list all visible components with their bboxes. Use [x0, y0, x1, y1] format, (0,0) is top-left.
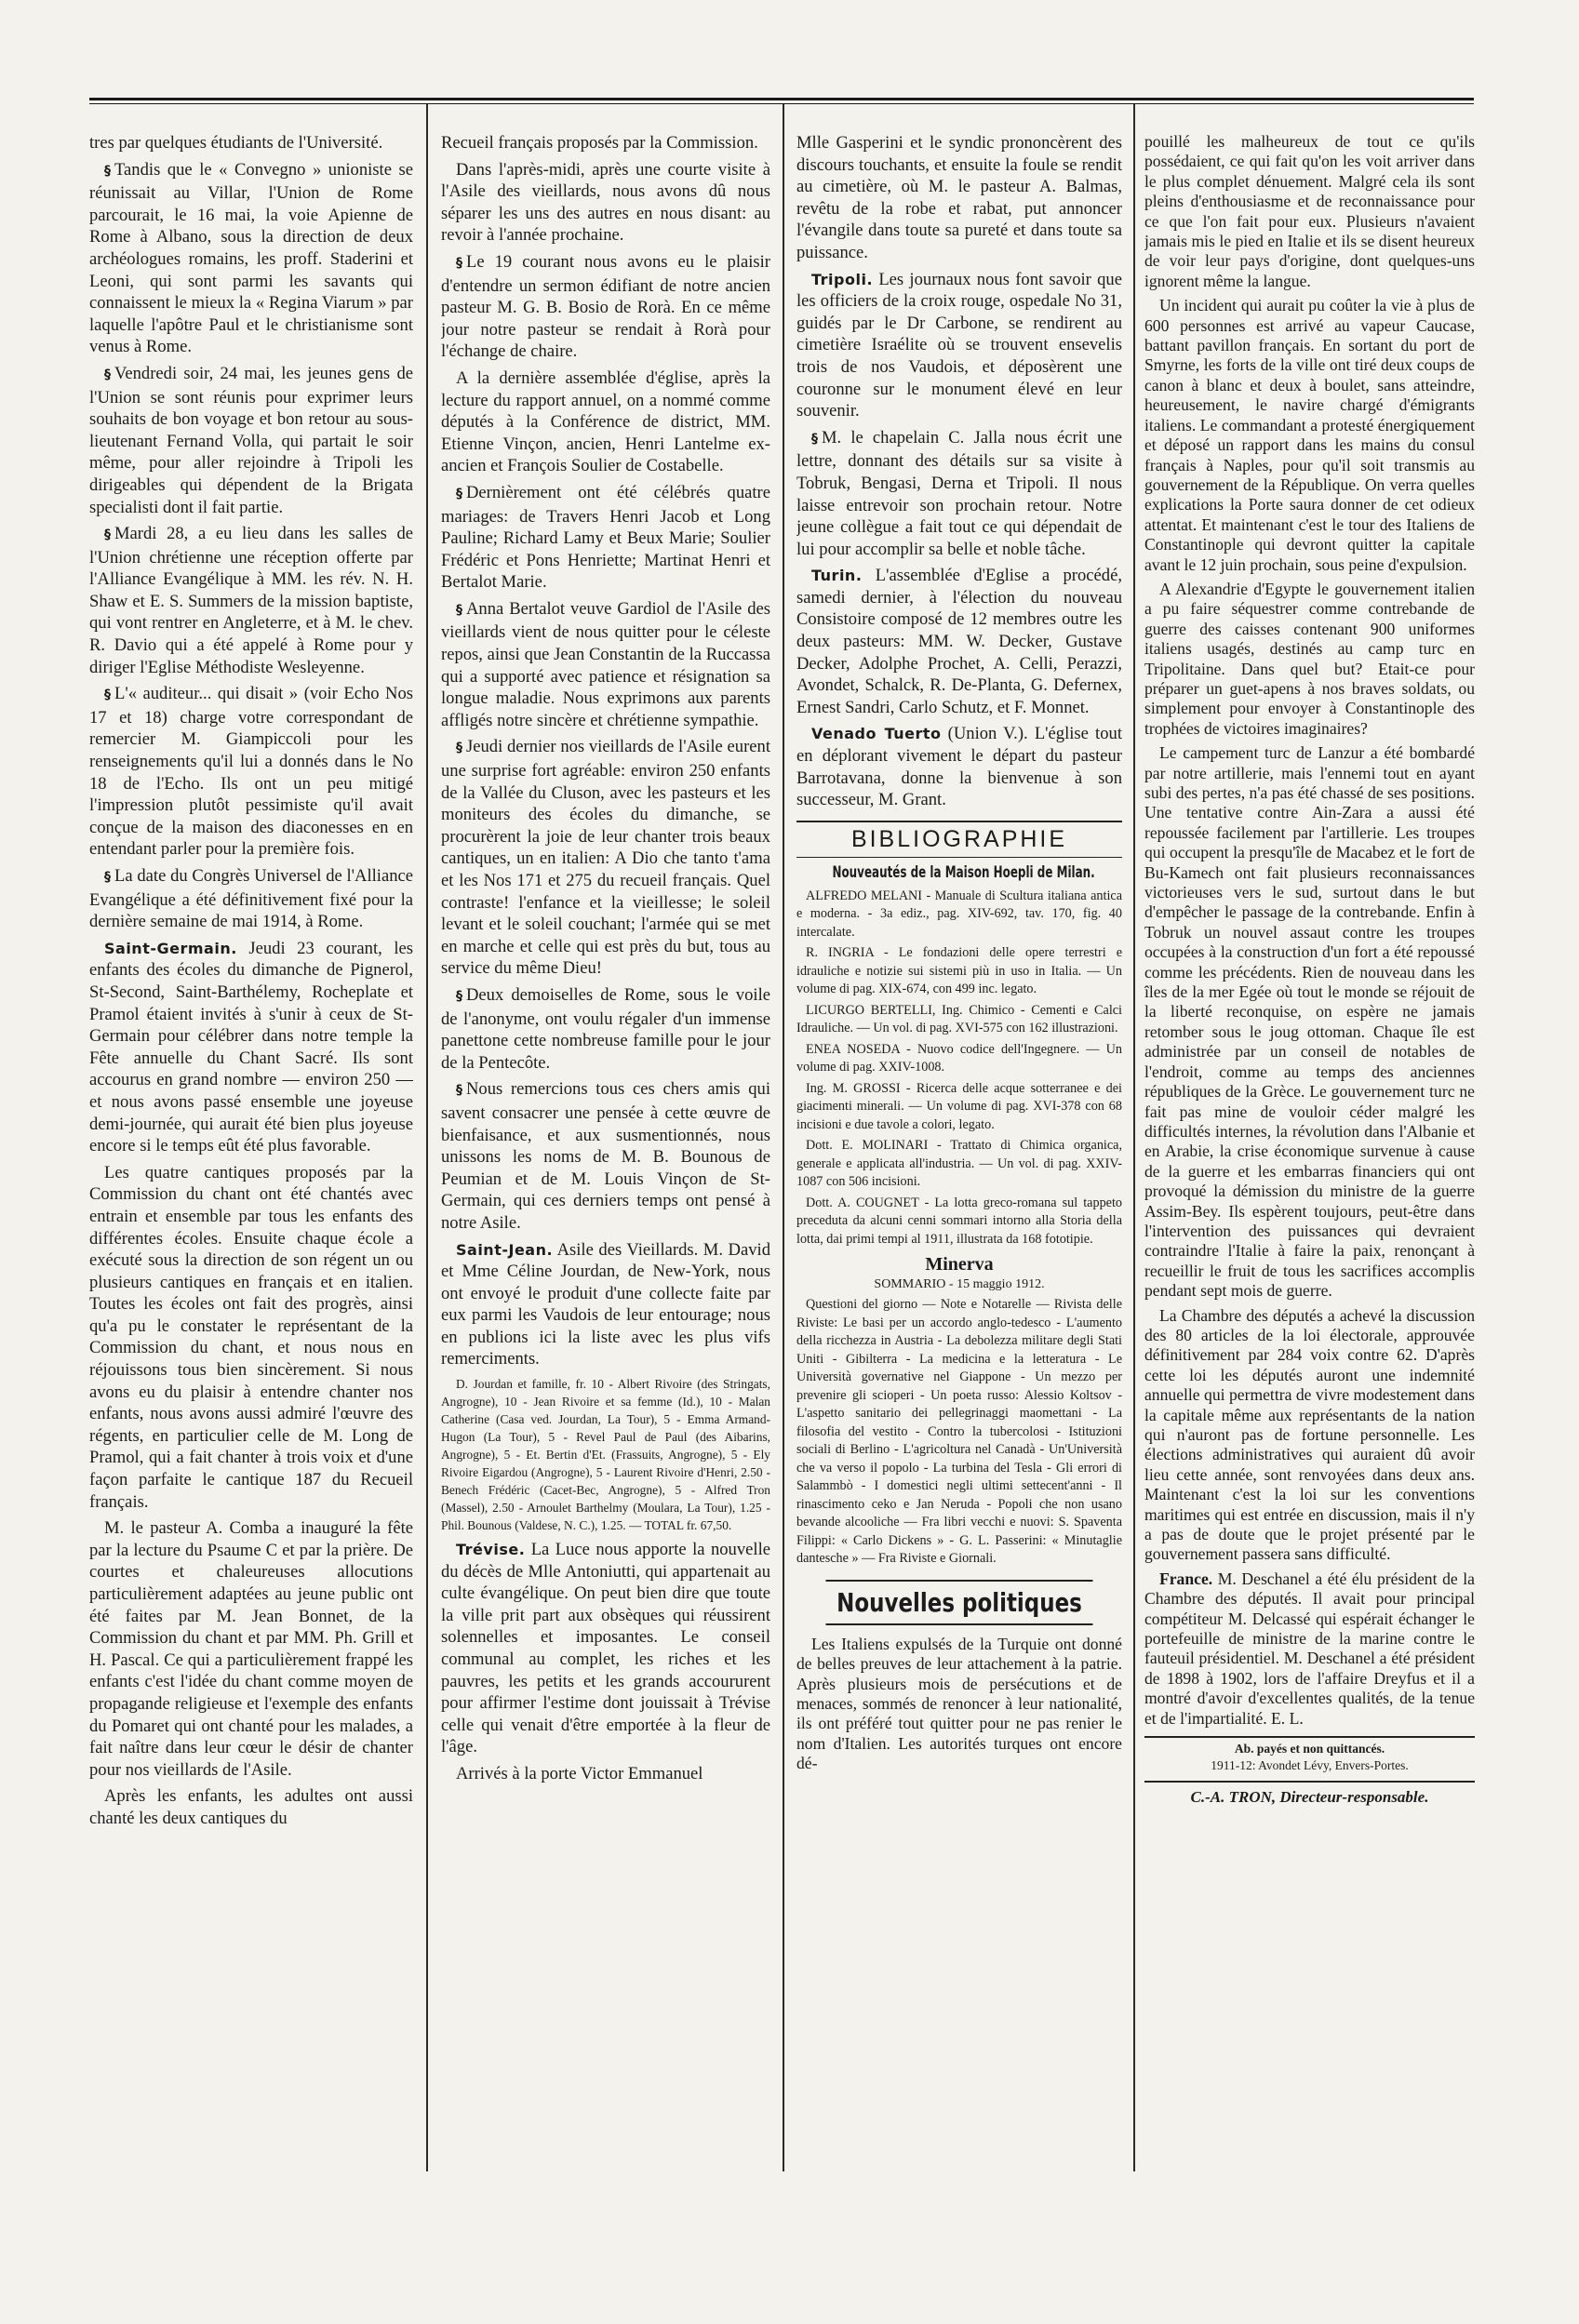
paragraph: Saint-Germain. Jeudi 23 courant, les enfants des écoles du dimanche de Pignerol, St-Second, Saint-Barthélemy, Rocheplate et Pramol étaient invités à s'unir à ceux de St-Germain pour célébrer dans notre temple la Fête annuelle du Chant Sacré. Ils sont accourus en grand nombre — environ 250 — et nous avons passé ensemble une joyeuse demi-journée, qui aurait été bien plus joyeuse encore si le temps eût été plus favorable. — [89, 938, 413, 1156]
paragraph: France. M. Deschanel a été élu président de la Chambre des députés. Il avait pour principal compétiteur M. Delcassé qui espérait échanger le portefeuille de ministre de la marine contre le fauteuil présidentiel. M. Deschanel a été président de 1898 à 1902, lors de l'affaire Dreyfus et il a montré d'avoir d'excellentes qualités, de la tenue et de l'impartialité. E. L. — [1144, 1569, 1475, 1728]
footer-rule — [1144, 1781, 1475, 1783]
column-separator — [426, 104, 428, 2171]
paragraph: § Anna Bertalot veuve Gardiol de l'Asile des vieillards vient de nous quitter pour le céleste repos, ainsi que Jean Constantin de la Ruccassa qui a supporté avec patience et résignation sa longue maladie. Nous exprimons aux parents affligés notre sincère et chrétienne sympathie. — [441, 598, 770, 730]
paragraph: Venado Tuerto (Union V.). L'église tout en déplorant vivement le départ du pasteur Barrotavana, donne la bienvenue à son successeur, M. Grant. — [796, 724, 1122, 810]
donor-list: D. Jourdan et famille, fr. 10 - Albert Rivoire (des Stringats, Angrogne), 10 - Jean Rivoire et sa femme (Id.), 10 - Malan Catherine (Casa ved. Jourdan, La Tour), 5 - Emma Armand-Hugon (La Tour), 5 - Revel Paul de Paul (des Aibarins, Angrogne), 5 - Et. Bertin d'Et. (Frassuits, Angrogne), 5 - Ely Rivoire Eigardou (Angrogne), 5 - Laurent Rivoire d'Henri, 2.50 - Benech Frédéric (Cacet-Bec, Angrogne), 5 - Alfred Tron (Massel), 2.50 - Arnoulet Barthelmy (Moulara, La Tour), 1.25 - Phil. Bounous (Valdese, N. C.), 1.25. — TOTAL fr. 67,50. — [441, 1377, 770, 1533]
footer-rule — [1144, 1736, 1475, 1738]
list-item: Dott. A. COUGNET - La lotta greco-romana sul tappeto preceduta da alcuni cenni sommari intorno alla Storia della lotta, dai primi tempi al 1911, illustrata da 168 fototipie. — [796, 1195, 1122, 1247]
paragraph: A Alexandrie d'Egypte le gouvernement italien a pu faire séquestrer comme contrebande de guerre des caisses contenant 900 uniformes italiens usagés, destinés au camp turc en Tripolitaine. Dans quel but? Etait-ce pour préparer un guet-apens à nos braves soldats, ou simplement pour envoyer à Constantinople des trophées de victoires imaginaires? — [1144, 579, 1475, 738]
paragraph: § Tandis que le « Convegno » unioniste se réunissait au Villar, l'Union de Rome parcourait, le 16 mai, la voie Apienne de Rome à Albano, sous la direction de deux archéologues romains, les proff. Staderini et Leoni, qui sont parmi les savants qui connaissent le mieux la « Regina Viarum » par laquelle l'apôtre Paul et le christianisme sont venus à Rome. — [89, 159, 413, 357]
paragraph: Trévise. La Luce nous apporte la nouvelle du décès de Mlle Antoniutti, qui appartenait au culte évangélique. On peut bien dire que toute la ville prit part aux obsèques qui réussirent solennelles et imposantes. Le conseil communal au complet, les riches et les pauvres, les petits et les grands accoururent pour affirmer l'estime dont jouissait à Trévise celle qui venait d'être emportée à la fleur de l'âge. — [441, 1540, 770, 1757]
paragraph: Un incident qui aurait pu coûter la vie à plus de 600 personnes est arrivé au vapeur Caucase, battant pavillon français. En sortant du port de Smyrne, les forts de la ville ont tiré deux coups de canon à blanc et deux à boulet, sans atteindre, heureusement, le navire chargé d'émigrants italiens. Le commandant a protesté énergiquement et déposé un rapport dans les mains du consul français à Naples, pour qu'il soit transmis au gouvernement de la République. On verra quelles explications la Porte saura donner de cet odieux attentat. Et maintenant c'est le tour des Italiens de Constantinople qui devront quitter la capitale avant le 12 juin prochain, sous peine d'expulsion. — [1144, 296, 1475, 574]
paragraph: A la dernière assemblée d'église, après la lecture du rapport annuel, on a nommé comme députés à la Conférence de district, MM. Etienne Vinçon, ancien, Henri Lantelme ex-ancien et François Soulier de Costabelle. — [441, 367, 770, 476]
minerva-contents — [796, 1296, 1122, 1569]
minerva-sommario: SOMMARIO - 15 maggio 1912. — [874, 1277, 1045, 1292]
paragraph: § Deux demoiselles de Rome, sous le voile de l'anonyme, ont voulu régaler d'un immense panettone cette nombreuse famille pour le jour de la Pentecôte. — [441, 984, 770, 1073]
paragraph: § M. le chapelain C. Jalla nous écrit une lettre, donnant des détails sur sa visite à Tobruk, Bengasi, Derna et Tripoli. Il nous laisse entrevoir son prochain retour. Notre jeune collègue a fait tout ce qui dépendait de lui pour accomplir sa belle et noble tâche. — [796, 427, 1122, 559]
paragraph: Dans l'après-midi, après une courte visite à l'Asile des vieillards, nous avons dû nous séparer les uns des autres en nous disant: au revoir à l'année prochaine. — [441, 159, 770, 246]
top-rule — [89, 98, 1474, 100]
paragraph-mark-icon: § — [104, 367, 111, 382]
paragraph-mark-icon: § — [456, 602, 462, 618]
list-item: R. INGRIA - Le fondazioni delle opere terrestri e idrauliche e notizie sui sistemi più in uso in Italia. — Un volume di pag. XIX-674, con 499 inc. legato. — [796, 945, 1122, 997]
paragraph-mark-icon: § — [811, 431, 818, 447]
paragraph: Mlle Gasperini et le syndic prononcèrent des discours touchants, et ensuite la foule se rendit au cimetière, où M. le pasteur A. Balmas, revêtu de la robe et rabat, put annoncer l'évangile dans toute sa pureté et dans toute sa puissance. — [796, 133, 1122, 262]
section-heading: Saint-Germain. — [104, 939, 237, 957]
list-item: ALFREDO MELANI - Manuale di Scultura italiana antica e moderna. - 3a ediz., pag. XIV-692, tav. 170, fig. 40 intercalate. — [796, 888, 1122, 940]
section-heading: Venado Tuerto — [811, 725, 942, 743]
column-3 — [796, 132, 1122, 2170]
paragraph: § Le 19 courant nous avons eu le plaisir d'entendre un sermon édifiant de notre ancien pasteur M. G. B. Bosio de Rorà. En ce même jour notre pasteur se rendait à Rorà pour l'échange de chaire. — [441, 251, 770, 362]
paragraph-mark-icon: § — [104, 163, 111, 179]
bibliographie-list — [796, 888, 1122, 1249]
paragraph-mark-icon: § — [456, 255, 462, 271]
list-item: Dott. E. MOLINARI - Trattato di Chimica organica, generale e applicata all'industria. — Un vol. di pag. XXIV-1087 con 506 incisioni. — [796, 1138, 1122, 1190]
column-separator — [783, 104, 784, 2171]
paragraph: Recueil français proposés par la Commission. — [441, 133, 758, 153]
paragraph: M. le pasteur A. Comba a inauguré la fête par la lecture du Psaume C et par la prière. De courtes et chaleureuses allocutions particulièrement adaptées au jeune public ont été faites par M. Jean Bonnet, de la Commission du chant et par MM. Ph. Grill et H. Pascal. Ce qui a particulièrement frappé les enfants c'est l'idée du chant comme moyen de propagande religieuse et l'exemple des enfants du Pomaret qui ont chanté pour les malades, a fait naître dans leur cœur le désir de chanter pour nos vieillards de l'Asile. — [89, 1518, 413, 1780]
paragraph: La Chambre des députés a achevé la discussion des 80 articles de la loi électorale, approuvée définitivement par 284 voix contre 62. D'après cette loi les députés auront une indemnité annuelle qui permettra de vivre modestement dans la capitale même aux représentants de la nation qui n'auront pas de fortune personnelle. Les élections administratives qui auraient dû avoir lieu cette année, sont renvoyées dans deux ans. Maintenant c'est la loi sur les conventions maritimes qui est entrée en discussion, mais il n'y a pas de doute que le projet présenté par le gouvernement passera sans difficulté. — [1144, 1305, 1475, 1564]
paragraph: Turin. L'assemblée d'Eglise a procédé, samedi dernier, à l'élection du nouveau Consistoire composé de 12 membres outre les deux pasteurs: MM. W. Decker, Gustave Decker, Adolphe Prochet, A. Celli, Perazzi, Avondet, Schalck, R. De-Planta, G. Defernex, Ernest Sandri, Carlo Schutz, et F. Monnet. — [796, 566, 1122, 717]
paragraph: Saint-Jean. Asile des Vieillards. M. David et Mme Céline Jourdan, de New-York, nous ont envoyé le produit d'une collecte faite par eux parmi les Vaudois de leur entourage; nous en publions ici la liste avec les plus vifs remerciments. — [441, 1239, 770, 1369]
top-rule-thin — [89, 103, 1474, 104]
section-heading: Tripoli. — [811, 270, 874, 288]
paragraph: § L'« auditeur... qui disait » (voir Echo Nos 17 et 18) charge votre correspondant de remercier M. Giampiccoli pour les renseignements qu'il lui a donnés dans le No 18 de l'Echo. Ils ont un peu mitigé l'impression plutôt pessimiste qu'il avait conçue de la maison des diaconesses en en entendant parler pour la première fois. — [89, 684, 413, 860]
paragraph: Après les enfants, les adultes ont aussi chanté les deux cantiques du — [89, 1786, 413, 1828]
paragraph: Tripoli. Les journaux nous font savoir que les officiers de la croix rouge, ospedale No 31, guidés par le Dr Carbone, se rendirent au cimetière Israélite où se trouvent ensevelis trois de nos Vaudois, et déposèrent une couronne sur le monument élevé en leur souvenir. — [796, 269, 1122, 421]
column-2 — [441, 132, 770, 2170]
section-heading: Saint-Jean. — [456, 1240, 554, 1259]
paragraph: § Dernièrement ont été célébrés quatre mariages: de Travers Henri Jacob et Long Pauline; Richard Lamy et Beux Marie; Soulier Frédéric et Pons Henriette; Martinat Henri et Bertalot Marie. — [441, 482, 770, 593]
paragraph: Les quatre cantiques proposés par la Commission du chant ont été chantés avec entrain et ensemble par tous les enfants des différentes écoles. Ensuite chaque école a exécuté sous la direction de son régent un ou plusieurs cantiques en français et en italien. Toutes les écoles ont fait des progrès, ainsi qu'a pu le constater le représentant de la Commission du chant, et nous nous en réjouissons tous bien sincèrement. Si nous avons eu du plaisir à entendre chanter nos enfants, nous avons aussi admiré l'œuvre des régents, en particulier celle de M. Long de Pramol, qui a fait chanter à trois voix et d'une façon parfaite le cantique 187 du Recueil français. — [89, 1162, 413, 1512]
paragraph-mark-icon: § — [104, 528, 111, 543]
column-4 — [1144, 132, 1475, 2170]
paragraph: pouillé les malheureux de tout ce qu'ils possédaient, ce qui fait qu'on les voit arriver dans le plus complet dénuement. Malgré cela ils sont pleins d'enthousiasme et de reconnaissance pour ce que l'on fait pour eux. Plusieurs n'avaient jamais mis le pied en Italie et ils se disent heureux de voir leur pays d'origine, dont quelques-uns ignorent même la langue. — [1144, 132, 1475, 290]
paragraph: § Mardi 28, a eu lieu dans les salles de l'Union chrétienne une réception offerte par l'Alliance Evangélique à MM. les rév. N. H. Shaw et E. S. Summers de la mission baptiste, qui vont rentrer en Angleterre, et à M. le chev. R. Davio qui a été appelé à Rome pour y diriger l'Eglise Méthodiste Wesleyenne. — [89, 524, 413, 677]
paragraph-mark-icon: § — [104, 870, 111, 885]
nouvelles-politiques-heading: Nouvelles politiques — [826, 1580, 1093, 1625]
paragraph: Questioni del giorno — Note e Notarelle — Rivista delle Riviste: Le basi per un accordo anglo-tedesco - L'aumento della ricchezza in Austria - La debolezza militare degli Stati Uniti - Gibilterra - La medicina e la letteratura - Le Università governative nel Giappone - Un mezzo per prevenire gli scioperi - Un poeta russo: Alessio Koltsov - L'aspetto sanitario dei pellegrinaggi maomettani - La filosofia del vestito - Contro la tubercolosi - Istituzioni sociali di Berlino - L'agricoltura nel Canadà - Un'Università che va verso il popolo - La turbina del Tesla - Gli errori di Salammbò - I domestici negli ultimi settecent'anni - Il rinascimento ceko e Jan Neruda - Popoli che non usano bevande alcooliche — Fra libri vecchi e nuovi: S. Spaventa Filippi: « Carlo Dickens » - G. L. Passerini: « Minutaglie dantesche » — Fra Riviste e Giornali. — [796, 1297, 1122, 1567]
paragraph: Arrivés à la porte Victor Emmanuel — [456, 1764, 703, 1783]
paragraph: § Vendredi soir, 24 mai, les jeunes gens de l'Union se sont réunis pour exprimer leurs souhaits de bon voyage et bon retour au sous-lieutenant Fernand Volla, qui partait le soir même, pour aller rejoindre à Tripoli les dirigeables qui dépendent de la Brigata specialisti dont il fait partie. — [89, 363, 413, 517]
section-heading: France. — [1159, 1569, 1213, 1588]
editor-signature: C.-A. TRON, Directeur-responsable. — [1190, 1788, 1429, 1807]
minerva-heading: Minerva — [925, 1254, 994, 1276]
bibliographie-heading: BIBLIOGRAPHIE — [796, 821, 1122, 858]
bibliographie-subheading: Nouveautés de la Maison Hoepli de Milan. — [832, 862, 1095, 882]
paragraph-mark-icon: § — [456, 486, 462, 501]
paragraph: tres par quelques étudiants de l'Université. — [89, 133, 383, 153]
list-item: Ing. M. GROSSI - Ricerca delle acque sotterranee e dei giacimenti minerali. — Un volume di pag. XVI-378 con 68 incisioni e due tavole a colori, legato. — [796, 1080, 1122, 1132]
nouvelles-politiques-start — [796, 1635, 1122, 1774]
paragraph: § Jeudi dernier nos vieillards de l'Asile eurent une surprise fort agréable: environ 250 enfants de la Vallée du Cluson, avec les pasteurs et les moniteurs des écoles du dimanche, se procurèrent la joie de leur chanter trois beaux cantiques, un en italien: A Dio che tanto t'ama et les Nos 171 et 275 du recueil français. Quel contraste! l'enfance et la vieillesse; le soleil levant et le soleil couchant; l'armée qui se met en marche et celle qui est près du but, tous au service du même Dieu! — [441, 737, 770, 979]
section-heading: Turin. — [811, 567, 863, 585]
list-item: LICURGO BERTELLI, Ing. Chimico - Cementi e Calci Idrauliche. — Un vol. di pag. XVI-575 con 162 illustrazioni. — [796, 1002, 1122, 1036]
paragraph-mark-icon: § — [456, 741, 462, 756]
column-1 — [89, 132, 413, 2170]
section-heading: Trévise. — [456, 1541, 526, 1559]
list-item: ENEA NOSEDA - Nuovo codice dell'Ingegnere. — Un volume di pag. XXIV-1008. — [796, 1041, 1122, 1075]
paragraph: § Nous remercions tous ces chers amis qui savent consacrer une pensée à cette œuvre de bienfaisance, et aux susmentionnés, nous unissons les noms de M. B. Bounous de Peumian et de M. Louis Vinçon de St-Germain, qui ces derniers temps ont pensé à notre Asile. — [441, 1079, 770, 1233]
paragraph: Le campement turc de Lanzur a été bombardé par notre artillerie, mais l'ennemi tout en ayant subi des pertes, n'a pas été chassé de ses positions. Une tentative contre Ain-Zara a aussi été repoussée facilement par l'artillerie. Les troupes qui occupent la presqu'île de Macabez et le fort de Bu-Kamech ont fait plusieurs reconnaissances victorieuses vers le sud, surtout dans le but d'empêcher le passage de la contrebande. Enfin à Tobruk un nouvel assaut contre les troupes occupées à la construction d'un fort a été repoussé comme les précédents. Rien de nouveau dans les îles de la mer Egée où tout le monde se réjouit de la liberté reconquise, on espère ne jamais retomber sous le joug ottoman. Chaque île est administrée par un conseil de notables de l'endroit, comme au temps des anciennes républiques de la Grèce. Le gouvernement turc ne fait pas mine de vouloir céder malgré les difficultés internes, la révolution dans l'Albanie et en Arabie, la crise économique survenue à cause de la guerre et les embarras financiers qui ont provoqué la démission du ministre de la guerre Assim-Bey. Ils espèrent toujours, peut-être dans l'intervention des puissances qui devraient contraindre l'Italie à faire la paix, renonçant à recueillir le fruit de tous les sacrifices accomplis pendant sept mois de guerre. — [1144, 743, 1475, 1301]
subscriptions-entry: 1911-12: Avondet Lévy, Envers-Portes. — [1211, 1758, 1409, 1773]
paragraph: Les Italiens expulsés de la Turquie ont donné de belles preuves de leur attachement à la patrie. Après plusieurs mois de persécutions et de menaces, sommés de renoncer à leur nationalité, ils ont préféré tout quitter pour ne pas renier le nom d'Italien. Les autorités turques ont encore dé- — [796, 1634, 1122, 1773]
paragraph-mark-icon: § — [456, 988, 462, 1004]
column-separator — [1133, 104, 1135, 2171]
paragraph: § La date du Congrès Universel de l'Alliance Evangélique a été définitivement fixé pour la dernière semaine de mai 1914, à Rome. — [89, 866, 413, 932]
subscriptions-heading: Ab. payés et non quittancés. — [1234, 1742, 1385, 1756]
paragraph-mark-icon: § — [456, 1083, 462, 1099]
paragraph-mark-icon: § — [104, 688, 111, 703]
